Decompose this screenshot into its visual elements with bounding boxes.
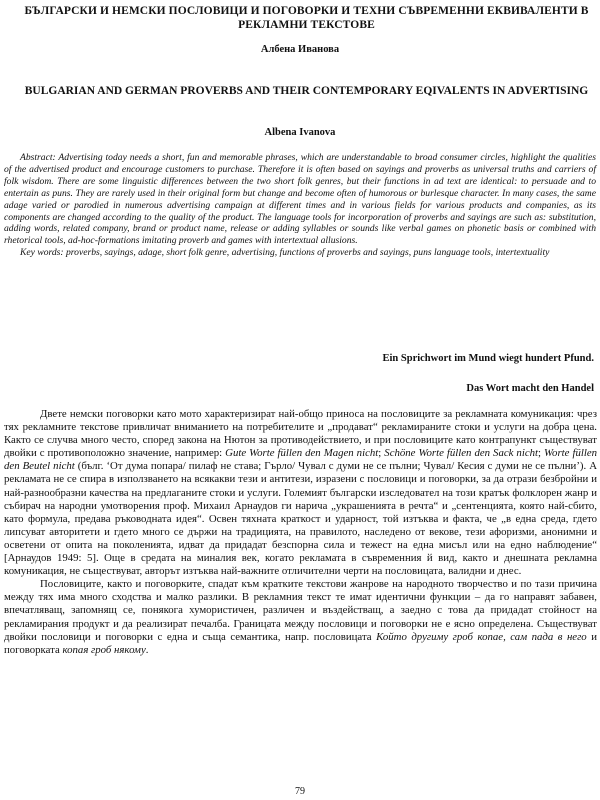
author-bulgarian: Албена Иванова [260,44,340,55]
p2-quote-1: Който другиму гроб копае, сам пада в него [376,630,587,643]
page-number: 79 [295,786,305,797]
author-english: Albena Ivanova [264,127,336,138]
body-text [4,408,597,657]
abstract-text: Abstract: Advertising today needs a short, fun and memorable phrases, which are understandable to broad consumer circles, highlight the qualities of the advertised product and encourage customers to purchase. Therefore it is often based on sayings and proverbs as universal truths and carriers of folk wisdom. There are some linguistic differences between the two short folk genres, but their functions in ad text are identical: to persuade and to entertain as puns. They are rarely used in their original form but change and become often of humorous or burlesque character. In many cases, the same adage varied or parodied in numerous advertising campaign at different times and in various fields for various products and companies, as its components are changed according to the quality of the product. The language tools for incorporation of proverbs and sayings are such as: substitution, adding words, related company, brand or product name, release or adding syllables or sounds like verbal games on phonetic basis or combined with rhetorical tools, ad-hoc-formations imitating proverb and games with intertextual allusions. [4,152,596,247]
p1-quote-3: Worte füllen den Beutel nicht [4,447,598,473]
p1-quote-2: Schöne Worte füllen den Sack nicht [384,447,539,460]
p2-quote-2: копая гроб някому [62,643,146,656]
paragraph-1 [4,408,597,578]
p2-text-c: . [145,643,149,656]
p2-text-a: Пословиците, както и поговорките, спадат към кратките текстови жанрове на народното творчество и по тази причина между тях има много сходства и малко разлики. В рекламния текст те имат идентични функции – да го направят забавен, впечатляващ, запомнящ се, понякога хумористичен, различен и въздействащ, а заедно с това да придадат стойност на рекламирания продукт и да реализират печалба. Границата между пословици и поговорки не е ясно определена. Съществуват двойки пословици и поговорки с една и съща семантика, напр. пословицата [4,578,597,643]
p1-sep-2: ; [538,447,545,460]
p1-quote-1: Gute Worte füllen den Magen nicht [225,447,379,460]
abstract-section [4,152,596,259]
p1-sep-1: ; [378,447,385,460]
title-bulgarian: БЪЛГАРСКИ И НЕМСКИ ПОСЛОВИЦИ И ПОГОВОРКИ И ТЕХНИ СЪВРЕМЕННИ ЕКВИВАЛЕНТИ В РЕКЛАМНИ ТЕКСТОВЕ [24,5,589,31]
title-english: BULGARIAN AND GERMAN PROVERBS AND THEIR CONTEMPORARY EQIVALENTS IN ADVERTISING [24,85,589,97]
keywords-text: Key words: proverbs, sayings, adage, short folk genre, advertising, functions of proverbs and sayings, puns language tools, intertextuality [20,247,550,259]
epigraph-1: Ein Sprichwort im Mund wiegt hundert Pfund. [382,353,594,364]
p2-text-b: и поговорката [4,630,597,656]
epigraph-2: Das Wort macht den Handel [466,383,594,394]
p1-text-a: Двете немски поговорки като мото характеризират най-общо приноса на пословиците за рекламната комуникация: чрез тях рекламните текстове привличат вниманието на потребителите и „продават“ рекламираните стоки и услуги на добра цена. Както се случва много често, според закона на Нютон за противодействието, и при пословиците като контрапункт съществуват двойки с противоположно значение, например: [4,408,597,460]
paragraph-2 [4,578,597,657]
p1-text-b: (бълг. ‘От дума попара/ пилаф не става; Гърло/ Чувал с думи не се пълни; Чувал/ Кесия с думи не се пълни’). А рекламата не се спира в използването на всякакви тези и антитези, изразени с пословици и поговорки, за да отрази безбройни и най-разнообразни качества на предлаганите стоки и услуги. Големият български изследовател на този кратък фолклорен жанр и събирач на народни умотворения проф. Михаил Арнаудов ги нарича „украшенията в речта“ и „сентенцията, която най-сбито, като формула, предава ръководната идея“. Освен тяхната краткост и ударност, той изтъква и факта, че „в една среда, гдето липсуват авторитети и гдето много се държи на традицията, на правилото, наследено от векове, тези афоризми, анонимни и осветени от опита на поколенията, идват да придадат безспорна сила и тежест на една мисъл или на едно наблюдение“ [Арнаудов 1949: 5]. Още в средата на миналия век, когато рекламата в съвременния й вид, както и днешната рекламна комуникация, не съществуват, авторът изтъква най-важните отличителни черти на пословицата, валидни и днес. [4,460,598,578]
